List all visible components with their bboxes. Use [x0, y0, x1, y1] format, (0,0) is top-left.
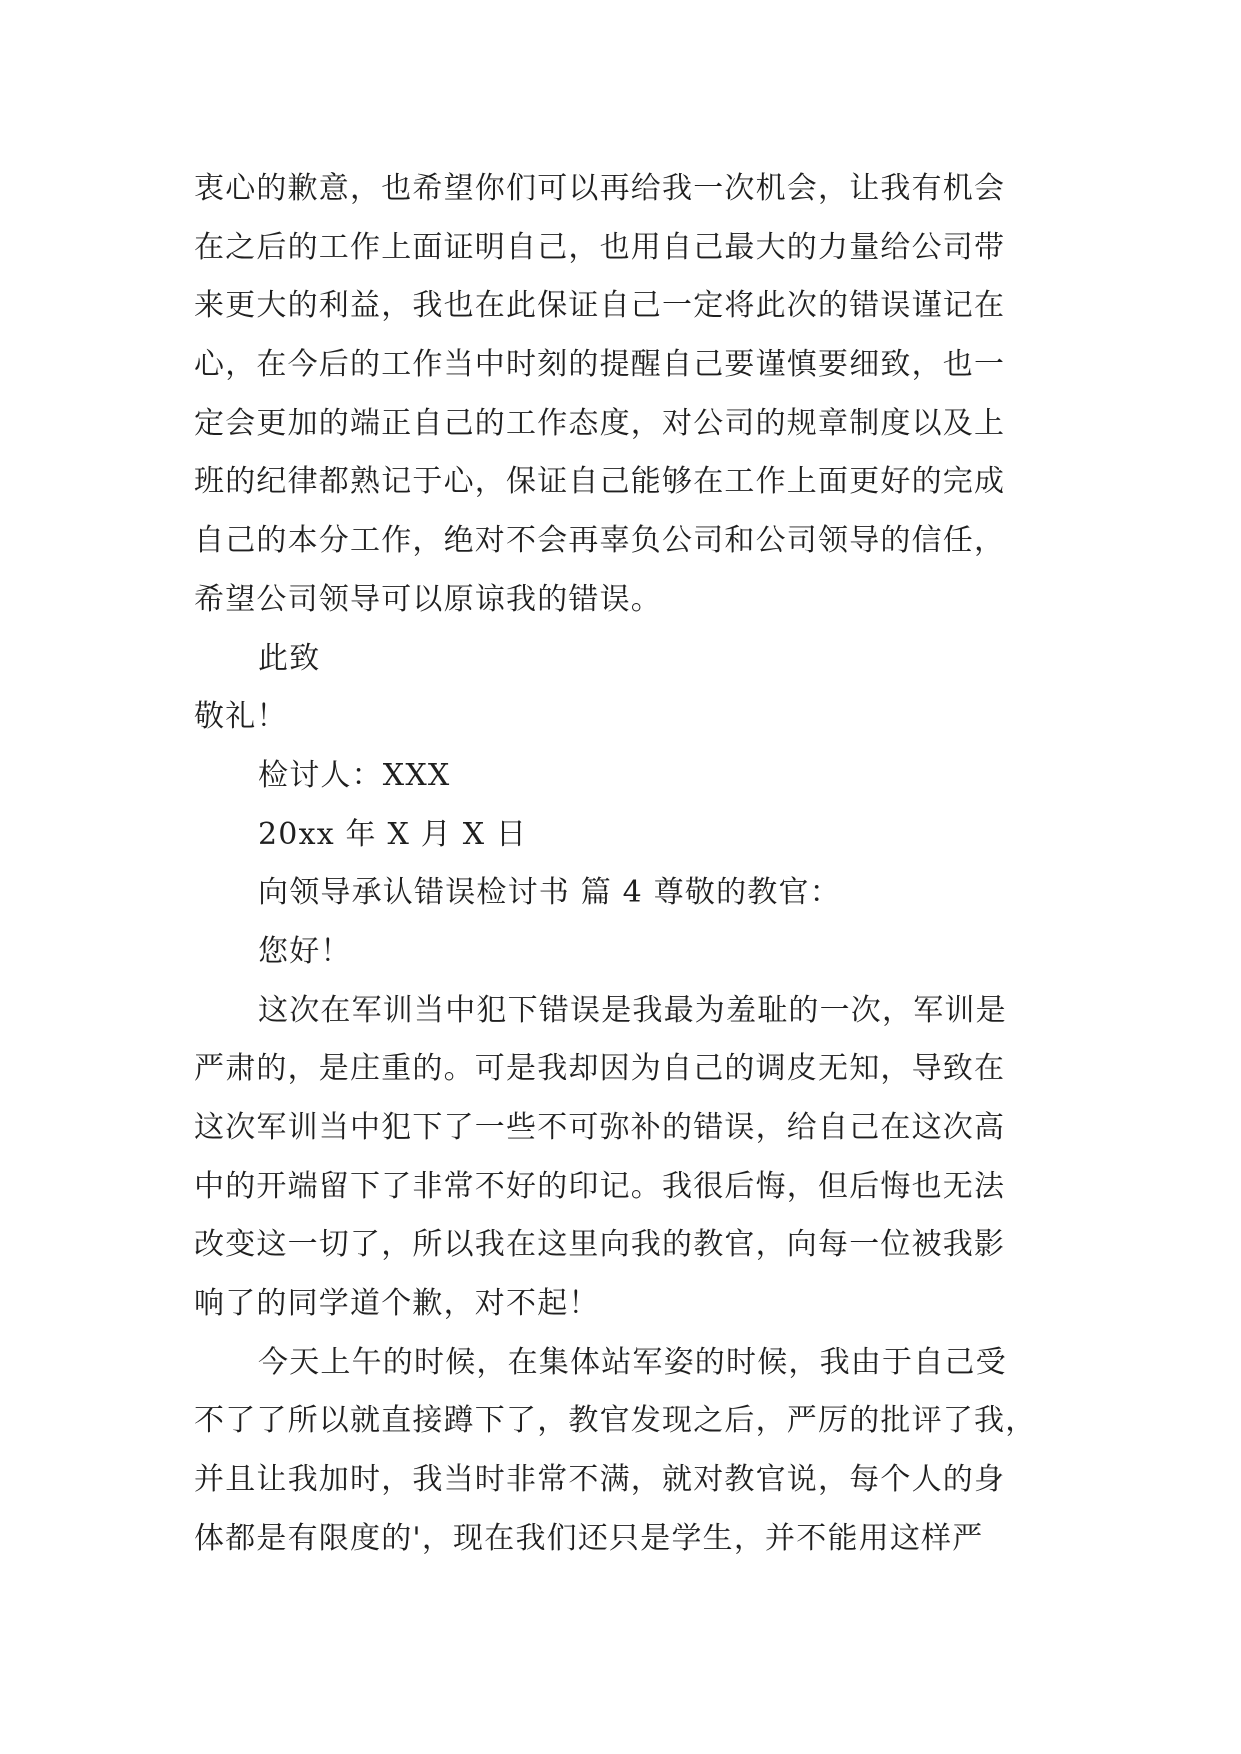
body-line: 班的纪律都熟记于心，保证自己能够在工作上面更好的完成 — [194, 464, 1006, 500]
closing-line: 此致 — [258, 640, 321, 676]
paragraph-start: 这次在军训当中犯下错误是我最为羞耻的一次，军训是 — [258, 992, 1007, 1028]
greeting-line: 您好！ — [258, 933, 352, 969]
body-line: 衷心的歉意，也希望你们可以再给我一次机会，让我有机会 — [194, 171, 1006, 206]
body-line: 来更大的利益，我也在此保证自己一定将此次的错误谨记在 — [194, 288, 1006, 324]
body-line: 中的开端留下了非常不好的印记。我很后悔，但后悔也无法 — [194, 1168, 1006, 1204]
document-body — [194, 160, 1064, 1569]
body-line: 希望公司领导可以原谅我的错误。 — [194, 581, 662, 617]
body-line: 不了了所以就直接蹲下了，教官发现之后，严厉的批评了我， — [194, 1403, 1037, 1439]
signature-name: 检讨人：XXX — [258, 757, 451, 793]
body-line: 严肃的，是庄重的。可是我却因为自己的调皮无知，导致在 — [194, 1051, 1006, 1087]
body-line: 心，在今后的工作当中时刻的提醒自己要谨慎要细致，也一 — [194, 347, 1006, 383]
body-line: 这次军训当中犯下了一些不可弥补的错误，给自己在这次高 — [194, 1110, 1006, 1145]
paragraph-start: 今天上午的时候，在集体站军姿的时候，我由于自己受 — [258, 1344, 1007, 1380]
salutation-line: 敬礼！ — [194, 699, 288, 735]
signature-date: 20xx 年 X 月 X 日 — [258, 816, 528, 852]
body-line: 并且让我加时，我当时非常不满，就对教官说，每个人的身 — [194, 1462, 1006, 1498]
section-heading: 向领导承认错误检讨书 篇 4 尊敬的教官： — [258, 875, 841, 911]
body-line: 自己的本分工作，绝对不会再辜负公司和公司领导的信任， — [194, 523, 1006, 559]
body-line: 在之后的工作上面证明自己，也用自己最大的力量给公司带 — [194, 229, 1006, 265]
body-line: 改变这一切了，所以我在这里向我的教官，向每一位被我影 — [194, 1227, 1006, 1263]
body-line: 体都是有限度的'，现在我们还只是学生，并不能用这样严 — [194, 1520, 984, 1556]
body-line: 定会更加的端正自己的工作态度，对公司的规章制度以及上 — [194, 405, 1006, 441]
body-line: 响了的同学道个歉，对不起！ — [194, 1286, 600, 1322]
